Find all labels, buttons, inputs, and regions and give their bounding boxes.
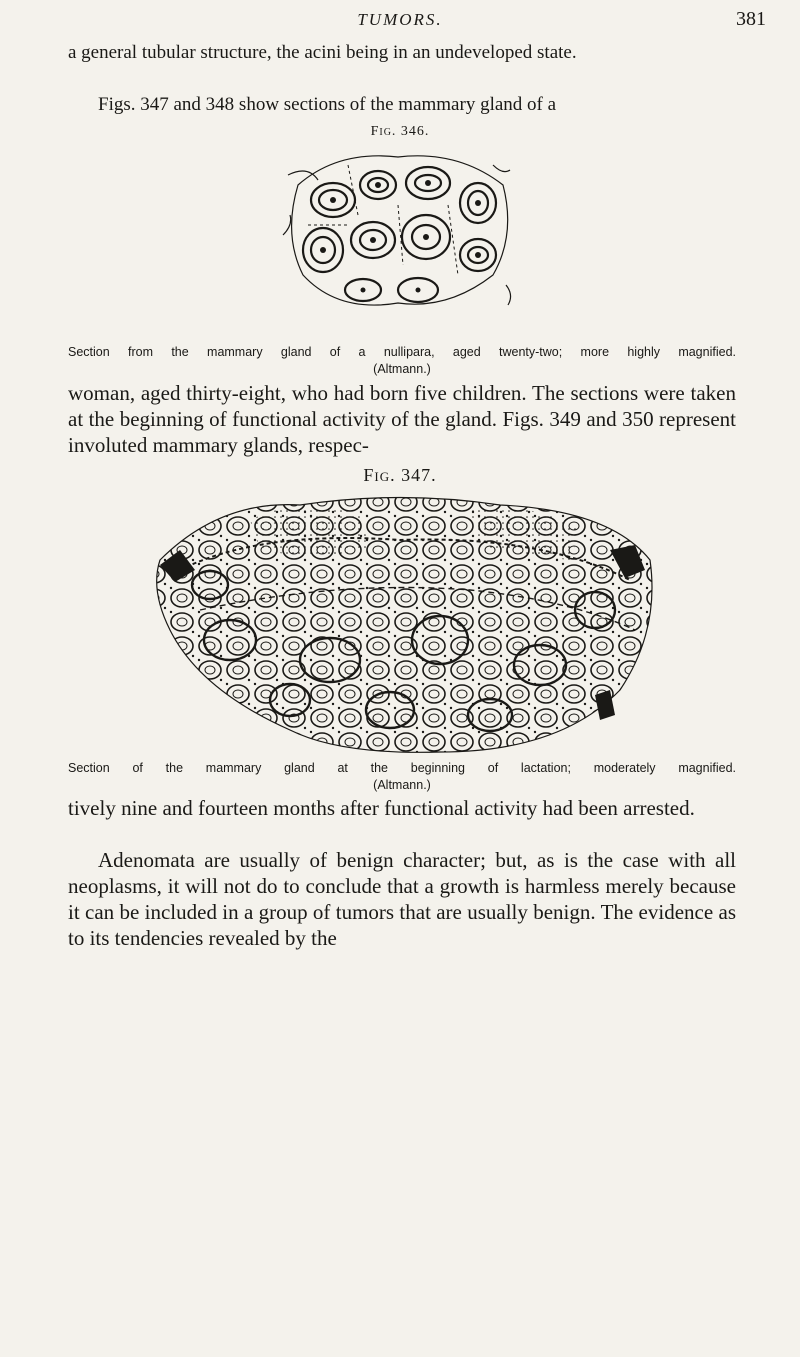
running-head: [0, 8, 800, 36]
paragraph-2: Figs. 347 and 348 show sections of the mammary gland of a: [98, 94, 557, 115]
figure-346-engraving: [278, 145, 518, 315]
figure-347-caption-credit: (Altmann.): [373, 778, 431, 792]
figure-346-label: Fig. 346.: [370, 124, 430, 139]
paragraph-4: tively nine and fourteen months after functional activity had been arrested.: [68, 796, 695, 820]
figure-346-illustration: [278, 145, 518, 315]
figure-347-illustration: [140, 490, 660, 755]
running-head-title: TUMORS.: [357, 10, 443, 29]
figure-347-caption: [68, 760, 736, 794]
page-number: 381: [736, 8, 766, 30]
figure-346-caption-text: Section from the mammary gland of a nullipara, aged twenty-two; more highly magnified.: [68, 345, 736, 359]
paragraph-1: a general tubular structure, the acini being in an undeveloped state.: [68, 42, 577, 63]
figure-347-label: Fig. 347.: [363, 465, 437, 485]
figure-346-caption: [68, 344, 736, 378]
figure-347-caption-text: Section of the mammary gland at the beginning of lactation; moderately magnified.: [68, 761, 736, 775]
paragraph-5: Adenomata are usually of benign character; but, as is the case with all neoplasms, it will not do to conclude that a growth is harmless merely because it can be included in a group of tumors that are usually benign. The evidence as to its tendencies revealed by the: [68, 848, 736, 950]
paragraph-3: woman, aged thirty-eight, who had born five children. The sections were taken at the beginning of functional activity of the gland. Figs. 349 and 350 represent involuted mammary glands, respec-: [68, 381, 736, 457]
figure-347-engraving: [140, 490, 660, 755]
figure-346-caption-credit: (Altmann.): [373, 362, 431, 376]
